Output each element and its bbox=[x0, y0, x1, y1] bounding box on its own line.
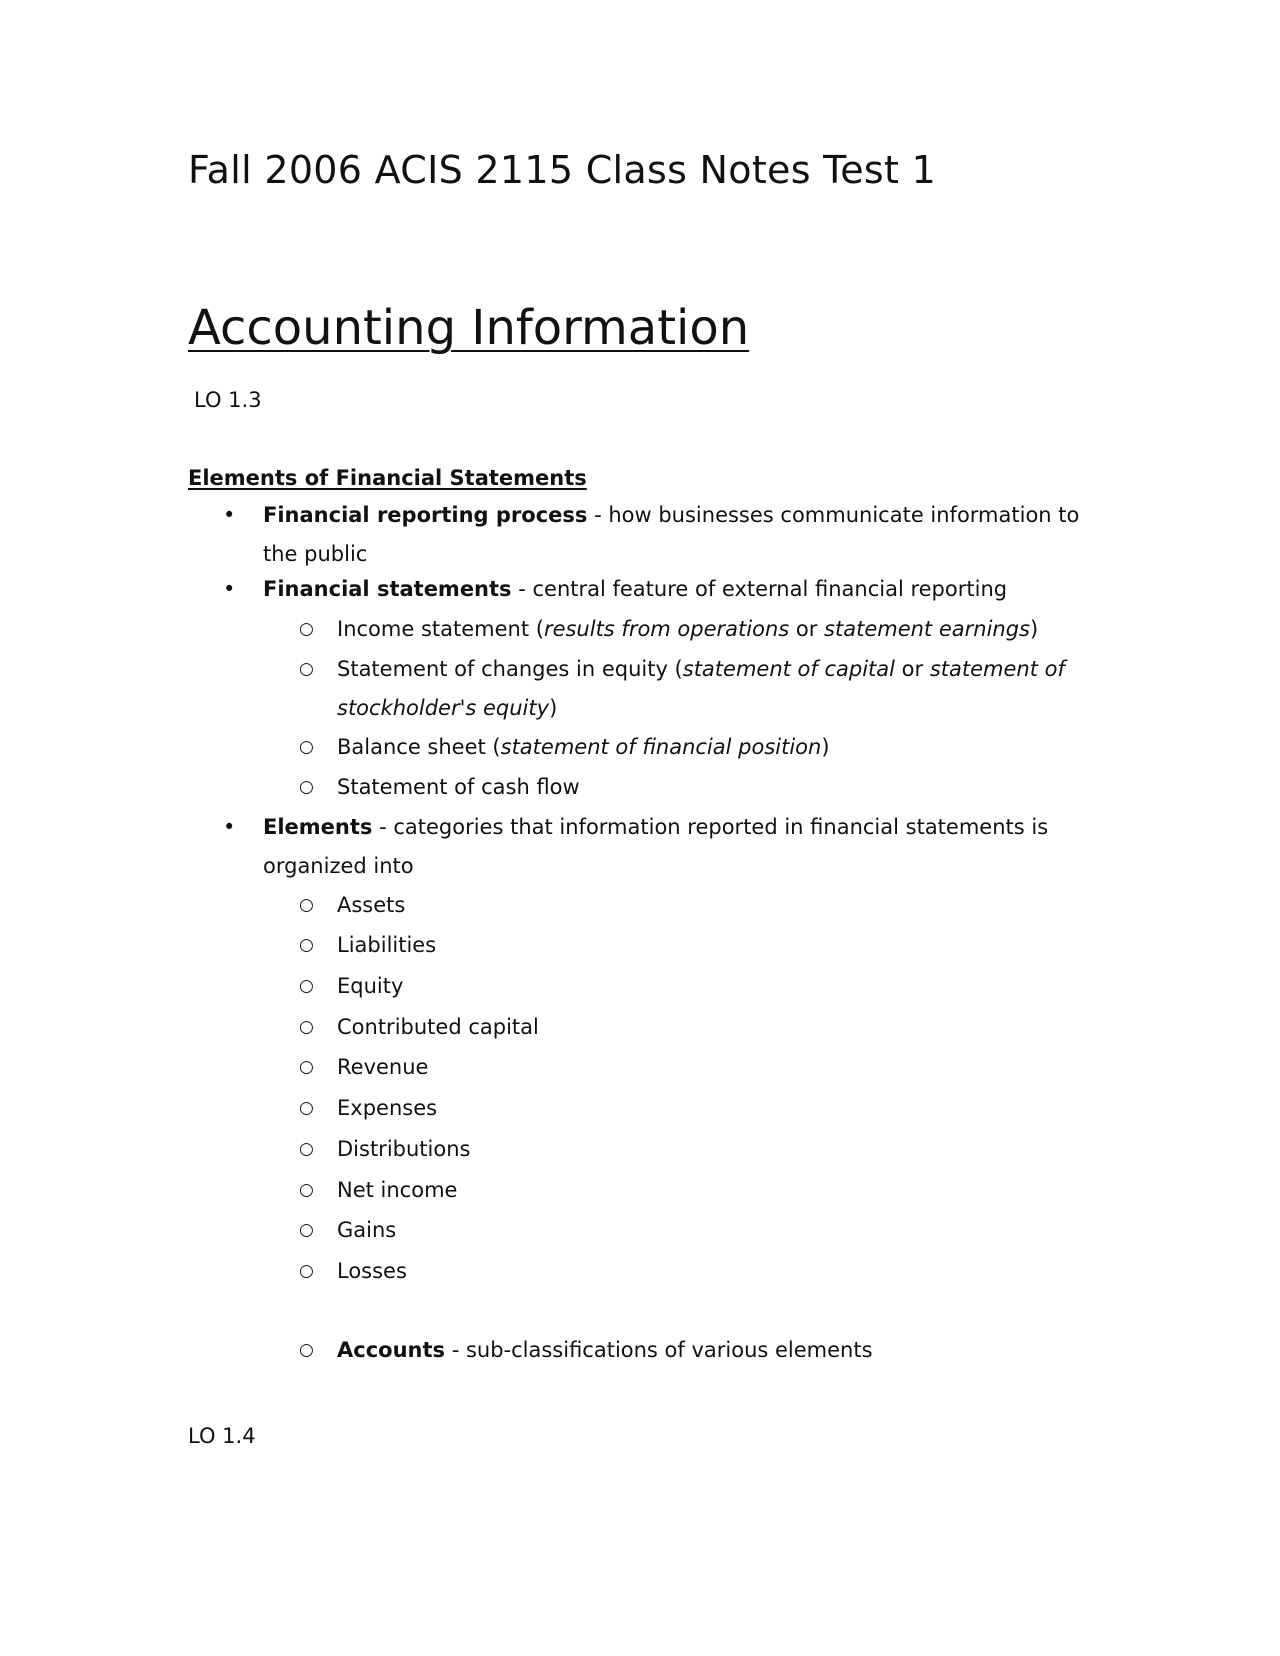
element-name: Net income bbox=[337, 1178, 458, 1202]
definition: - sub-classifications of various elements bbox=[445, 1338, 873, 1362]
element-name: Distributions bbox=[337, 1137, 471, 1161]
circle-bullet-icon: ○ bbox=[299, 1139, 314, 1159]
statement-name: Income statement ( bbox=[337, 617, 544, 641]
circle-bullet-icon: ○ bbox=[299, 1057, 314, 1077]
list-item: ○ Balance sheet (statement of financial position) bbox=[337, 728, 1077, 767]
list-item bbox=[299, 1130, 1077, 1169]
list-item bbox=[299, 967, 1077, 1006]
element-name: Losses bbox=[337, 1259, 407, 1283]
circle-bullet-icon: ○ bbox=[299, 737, 314, 757]
list-item: ○ Statement of changes in equity (statement of capital or statement of stockholder's equity) bbox=[337, 650, 1077, 728]
term: Financial reporting process bbox=[263, 503, 588, 527]
alt-name: statement earnings bbox=[824, 617, 1030, 641]
list-item bbox=[299, 1252, 1077, 1291]
element-name: Liabilities bbox=[337, 933, 437, 957]
circle-bullet-icon: ○ bbox=[299, 1340, 314, 1360]
term: Financial statements bbox=[263, 577, 512, 601]
list-item bbox=[223, 570, 1083, 609]
list-item bbox=[299, 1089, 1077, 1128]
list-item bbox=[299, 1048, 1077, 1087]
bullet-icon: • bbox=[223, 577, 236, 601]
definition: - central feature of external financial reporting bbox=[511, 577, 1008, 601]
learning-objective-label: LO 1.3 bbox=[194, 388, 262, 412]
element-name: Expenses bbox=[337, 1096, 438, 1120]
circle-bullet-icon: ○ bbox=[299, 935, 314, 955]
circle-bullet-icon: ○ bbox=[299, 1098, 314, 1118]
statement-name: Statement of cash flow bbox=[337, 775, 580, 799]
list-item bbox=[299, 1171, 1077, 1210]
element-name: Equity bbox=[337, 974, 404, 998]
circle-bullet-icon: ○ bbox=[299, 1261, 314, 1281]
bullet-icon: • bbox=[223, 503, 236, 527]
learning-objective-label: LO 1.4 bbox=[188, 1424, 256, 1448]
circle-bullet-icon: ○ bbox=[299, 1220, 314, 1240]
definition: - categories that information reported in financial statements is organized into bbox=[263, 815, 1049, 878]
term: Accounts bbox=[337, 1338, 446, 1362]
list-item bbox=[223, 808, 1083, 886]
element-name: Gains bbox=[337, 1218, 397, 1242]
list-item bbox=[299, 768, 1077, 807]
statement-name: Statement of changes in equity ( bbox=[337, 657, 683, 681]
circle-bullet-icon: ○ bbox=[299, 1180, 314, 1200]
element-name: Assets bbox=[337, 893, 406, 917]
element-name: Contributed capital bbox=[337, 1015, 539, 1039]
statement-name: Balance sheet ( bbox=[337, 735, 501, 759]
subsection-title: Elements of Financial Statements bbox=[188, 466, 587, 490]
element-name: Revenue bbox=[337, 1055, 429, 1079]
alt-name: statement of financial position bbox=[500, 735, 822, 759]
circle-bullet-icon: ○ bbox=[299, 659, 314, 679]
list-item bbox=[299, 1331, 1077, 1370]
document-title: Fall 2006 ACIS 2115 Class Notes Test 1 bbox=[188, 148, 937, 192]
term: Elements bbox=[263, 815, 373, 839]
circle-bullet-icon: ○ bbox=[299, 619, 314, 639]
list-item: ○ Income statement (results from operations or statement earnings) bbox=[337, 610, 1077, 649]
circle-bullet-icon: ○ bbox=[299, 976, 314, 996]
alt-name: statement of stockholder's equity bbox=[337, 657, 1065, 720]
list-item bbox=[299, 886, 1077, 925]
bullet-icon: • bbox=[223, 815, 236, 839]
alt-name: results from operations bbox=[543, 617, 790, 641]
list-item bbox=[299, 1008, 1077, 1047]
circle-bullet-icon: ○ bbox=[299, 777, 314, 797]
list-item bbox=[299, 1211, 1077, 1250]
alt-name: statement of capital bbox=[682, 657, 895, 681]
definition: - how businesses communicate information to the public bbox=[263, 503, 1080, 566]
list-item bbox=[223, 496, 1083, 574]
section-heading: Accounting Information bbox=[188, 300, 750, 356]
circle-bullet-icon: ○ bbox=[299, 1017, 314, 1037]
circle-bullet-icon: ○ bbox=[299, 895, 314, 915]
list-item bbox=[299, 926, 1077, 965]
